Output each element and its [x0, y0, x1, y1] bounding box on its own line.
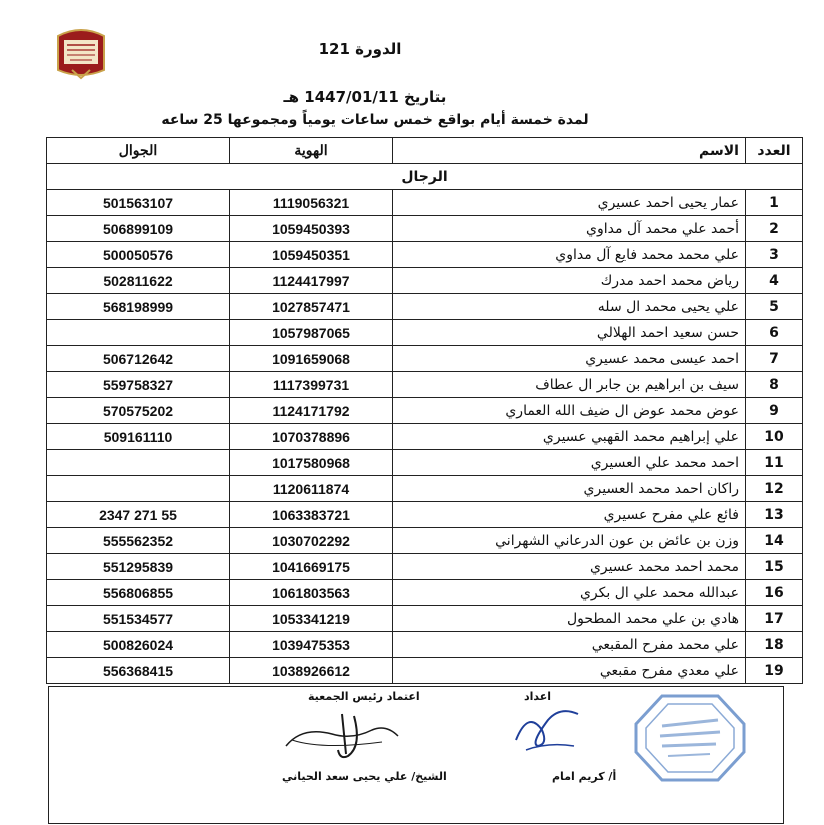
participant-name: وزن بن عائض بن عون الدرعاني الشهراني	[393, 528, 746, 554]
date-line: بتاريخ 1447/01/11 هـ	[283, 88, 447, 106]
participant-phone: 506899109	[47, 216, 230, 242]
participant-id: 1124417997	[230, 268, 393, 294]
official-stamp	[632, 690, 748, 786]
participant-id: 1124171792	[230, 398, 393, 424]
row-number: 9	[746, 398, 803, 424]
participant-id: 1038926612	[230, 658, 393, 684]
preparer-signature	[508, 700, 584, 760]
participant-phone: 568198999	[47, 294, 230, 320]
row-number: 13	[746, 502, 803, 528]
participant-name: عوض محمد عوض ال ضيف الله العماري	[393, 398, 746, 424]
row-number: 2	[746, 216, 803, 242]
participant-name: محمد احمد محمد عسيري	[393, 554, 746, 580]
participant-name: رياض محمد احمد مدرك	[393, 268, 746, 294]
participant-id: 1061803563	[230, 580, 393, 606]
participant-phone: 55 271 2347	[47, 502, 230, 528]
participant-phone: 551295839	[47, 554, 230, 580]
table-row	[47, 502, 803, 528]
participant-id: 1030702292	[230, 528, 393, 554]
participant-id: 1117399731	[230, 372, 393, 398]
row-number: 5	[746, 294, 803, 320]
table-row	[47, 242, 803, 268]
participant-phone: 502811622	[47, 268, 230, 294]
participant-id: 1070378896	[230, 424, 393, 450]
header-id: الهوية	[230, 138, 393, 164]
table-row	[47, 658, 803, 684]
duration-line: لمدة خمسة أيام بواقع خمس ساعات يومياً ومجموعها 25 ساعه	[161, 112, 589, 128]
participant-name: علي يحيى محمد ال سله	[393, 294, 746, 320]
participant-id: 1063383721	[230, 502, 393, 528]
participant-phone	[47, 320, 230, 346]
participant-name: احمد محمد علي العسيري	[393, 450, 746, 476]
participant-name: علي محمد مفرح المقبعي	[393, 632, 746, 658]
participant-name: فائع علي مفرح عسيري	[393, 502, 746, 528]
section-title: الرجال	[47, 164, 803, 190]
participant-phone: 506712642	[47, 346, 230, 372]
row-number: 1	[746, 190, 803, 216]
participant-phone: 500050576	[47, 242, 230, 268]
row-number: 8	[746, 372, 803, 398]
participant-phone: 556368415	[47, 658, 230, 684]
participant-id: 1017580968	[230, 450, 393, 476]
row-number: 12	[746, 476, 803, 502]
header-phone: الجوال	[47, 138, 230, 164]
table-row	[47, 554, 803, 580]
participants-table	[46, 137, 803, 684]
participant-name: راكان احمد محمد العسيري	[393, 476, 746, 502]
participant-id: 1059450351	[230, 242, 393, 268]
table-row	[47, 476, 803, 502]
table-row	[47, 580, 803, 606]
participant-phone: 559758327	[47, 372, 230, 398]
table-row	[47, 424, 803, 450]
row-number: 3	[746, 242, 803, 268]
row-number: 7	[746, 346, 803, 372]
participant-id: 1041669175	[230, 554, 393, 580]
table-header-row	[47, 138, 803, 164]
participant-id: 1120611874	[230, 476, 393, 502]
participant-id: 1027857471	[230, 294, 393, 320]
participant-name: عبدالله محمد علي ال بكري	[393, 580, 746, 606]
participant-name: أحمد علي محمد آل مداوي	[393, 216, 746, 242]
table-row	[47, 320, 803, 346]
table-row	[47, 528, 803, 554]
table-row	[47, 346, 803, 372]
row-number: 15	[746, 554, 803, 580]
table-row	[47, 294, 803, 320]
participant-name: علي معدي مفرح مقبعي	[393, 658, 746, 684]
row-number: 10	[746, 424, 803, 450]
approval-label: اعتماد رئيس الجمعية	[308, 690, 420, 703]
row-number: 16	[746, 580, 803, 606]
table-row	[47, 398, 803, 424]
row-number: 6	[746, 320, 803, 346]
session-title: الدورة 121	[318, 40, 402, 58]
approver-signature	[282, 706, 402, 764]
table-row	[47, 216, 803, 242]
participant-name: عمار يحيى احمد عسيري	[393, 190, 746, 216]
approver-name: الشيخ/ علي يحيى سعد الحياني	[282, 770, 447, 783]
table-row	[47, 450, 803, 476]
participant-phone: 556806855	[47, 580, 230, 606]
table-row	[47, 268, 803, 294]
participant-name: سيف بن ابراهيم بن جابر ال عطاف	[393, 372, 746, 398]
participant-name: هادي بن علي محمد المطحول	[393, 606, 746, 632]
participant-phone: 501563107	[47, 190, 230, 216]
row-number: 11	[746, 450, 803, 476]
participant-phone: 570575202	[47, 398, 230, 424]
participant-phone	[47, 450, 230, 476]
participant-phone: 551534577	[47, 606, 230, 632]
participant-phone: 555562352	[47, 528, 230, 554]
participant-name: علي إبراهيم محمد القهبي عسيري	[393, 424, 746, 450]
prepared-label: اعداد	[524, 690, 552, 703]
section-row	[47, 164, 803, 190]
header-number: العدد	[746, 138, 803, 164]
table-row	[47, 372, 803, 398]
row-number: 14	[746, 528, 803, 554]
preparer-name: أ/ كريم امام	[552, 770, 617, 783]
participant-name: احمد عيسى محمد عسيري	[393, 346, 746, 372]
table-row	[47, 190, 803, 216]
table-row	[47, 606, 803, 632]
association-logo	[54, 26, 108, 82]
row-number: 17	[746, 606, 803, 632]
participant-id: 1091659068	[230, 346, 393, 372]
row-number: 18	[746, 632, 803, 658]
participant-id: 1059450393	[230, 216, 393, 242]
participant-id: 1053341219	[230, 606, 393, 632]
row-number: 19	[746, 658, 803, 684]
participant-id: 1119056321	[230, 190, 393, 216]
participant-id: 1057987065	[230, 320, 393, 346]
row-number: 4	[746, 268, 803, 294]
participant-name: حسن سعيد احمد الهلالي	[393, 320, 746, 346]
header-name: الاسم	[393, 138, 746, 164]
participant-name: علي محمد محمد فايع آل مداوي	[393, 242, 746, 268]
table-row	[47, 632, 803, 658]
participant-id: 1039475353	[230, 632, 393, 658]
participant-phone: 500826024	[47, 632, 230, 658]
participant-phone	[47, 476, 230, 502]
participant-phone: 509161110	[47, 424, 230, 450]
